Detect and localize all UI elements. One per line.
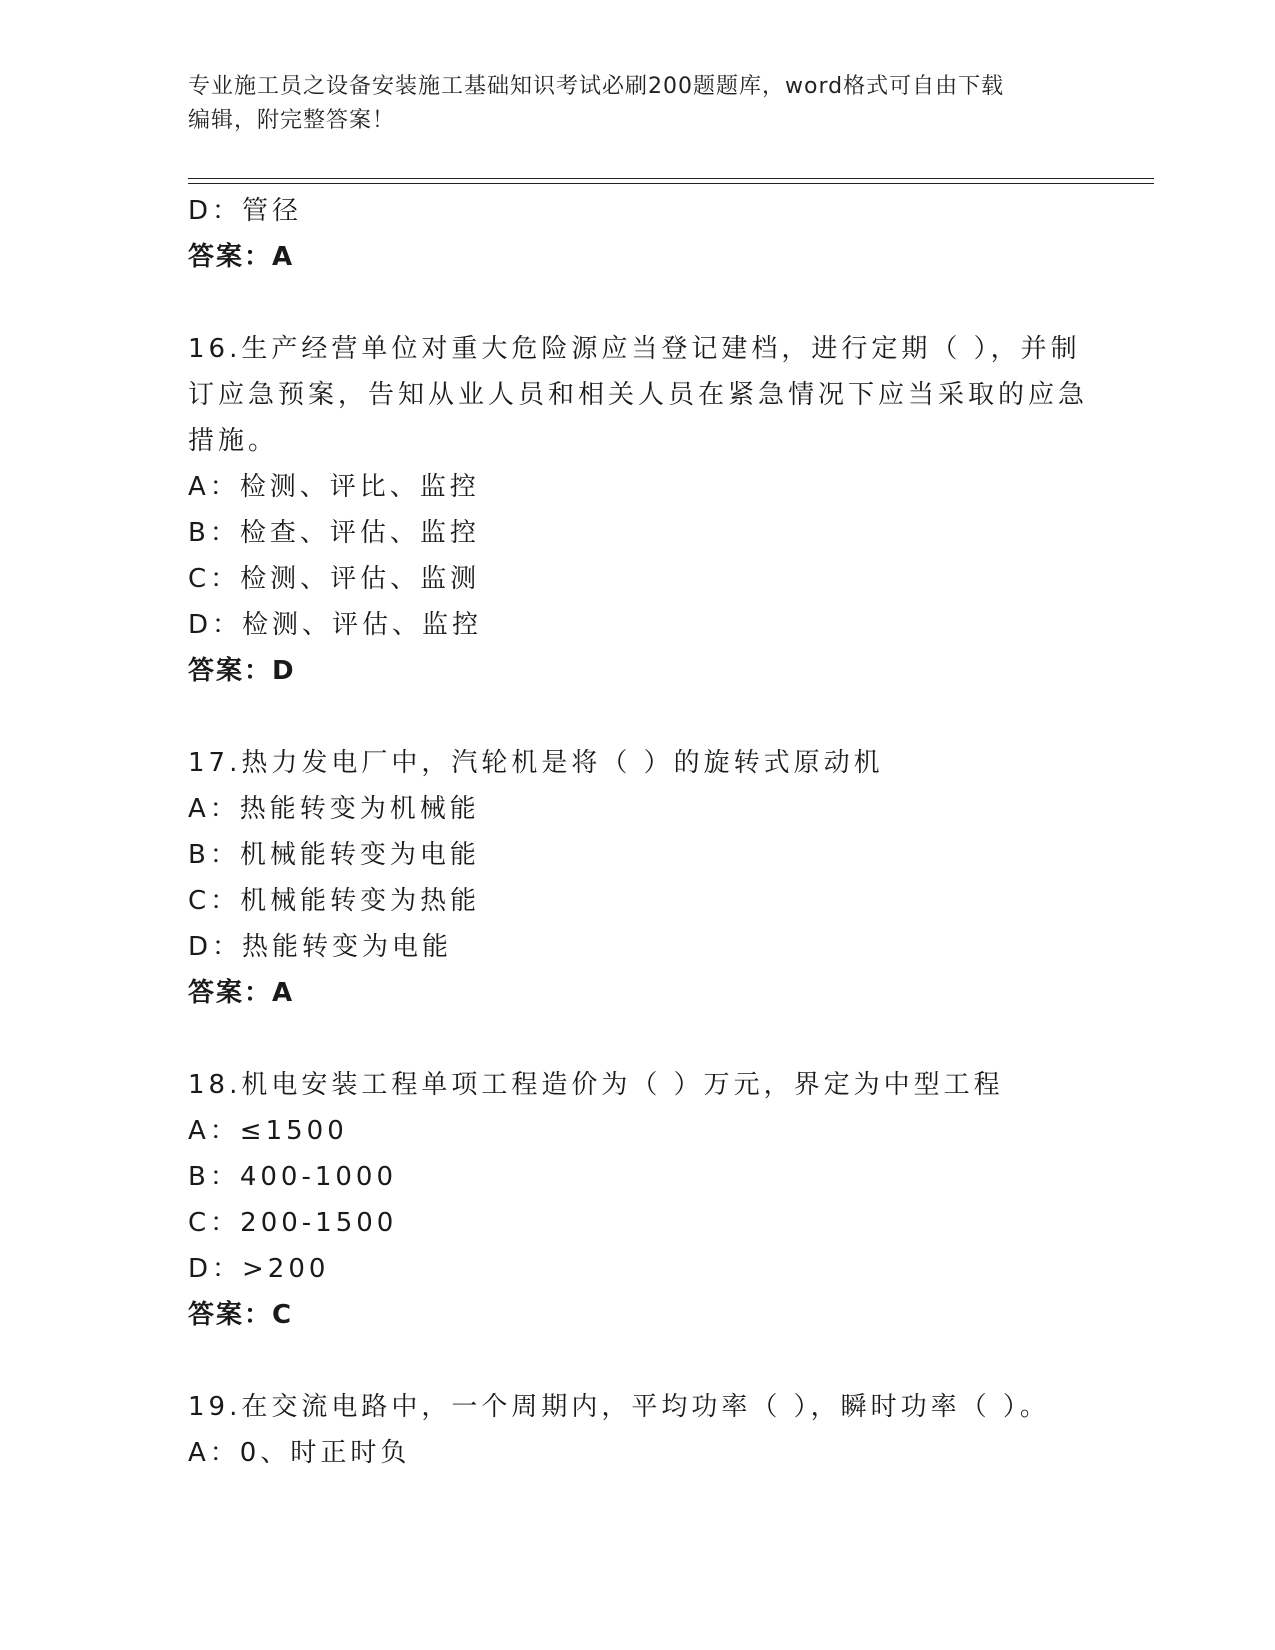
spacer — [188, 1016, 1088, 1062]
header-divider-top — [188, 178, 1154, 179]
header-title-line-2: 编辑，附完整答案！ — [188, 108, 396, 133]
spacer — [188, 694, 1088, 740]
prev-option-d: D：管径 — [188, 196, 303, 226]
option-a: A：热能转变为机械能 — [188, 794, 480, 824]
option-b: B：检查、评估、监控 — [188, 518, 480, 548]
spacer — [188, 1338, 1088, 1384]
option-a: A：0、时正时负 — [188, 1438, 411, 1468]
prev-answer: 答案：A — [188, 242, 295, 272]
option-c: C：200-1500 — [188, 1208, 398, 1238]
question-stem: 16.生产经营单位对重大危险源应当登记建档，进行定期（ ），并制 — [188, 334, 1081, 364]
header-title-line-1: 专业施工员之设备安装施工基础知识考试必刷200题题库，word格式可自由下载 — [188, 74, 1005, 99]
option-b: B：机械能转变为电能 — [188, 840, 480, 870]
option-b: B：400-1000 — [188, 1162, 398, 1192]
option-c: C：机械能转变为热能 — [188, 886, 481, 916]
question-18 — [188, 1062, 1088, 1338]
header-divider-bottom — [188, 183, 1154, 184]
answer: 答案：A — [188, 978, 295, 1008]
answer: 答案：C — [188, 1300, 294, 1330]
spacer — [188, 280, 1088, 326]
option-d: D：热能转变为电能 — [188, 932, 453, 962]
question-stem: 17.热力发电厂中，汽轮机是将（ ）的旋转式原动机 — [188, 748, 884, 778]
document-header — [188, 70, 1088, 138]
question-16 — [188, 326, 1088, 694]
option-c: C：检测、评估、监测 — [188, 564, 481, 594]
option-d: D：>200 — [188, 1254, 330, 1284]
question-17 — [188, 740, 1088, 1016]
option-a: A：检测、评比、监控 — [188, 472, 480, 502]
question-stem: 订应急预案，告知从业人员和相关人员在紧急情况下应当采取的应急 — [188, 380, 1089, 410]
answer: 答案：D — [188, 656, 296, 686]
question-stem: 19.在交流电路中，一个周期内，平均功率（ ），瞬时功率（ ）。 — [188, 1392, 1050, 1422]
option-d: D：检测、评估、监控 — [188, 610, 483, 640]
option-a: A：≤1500 — [188, 1116, 348, 1146]
question-list — [188, 188, 1088, 1476]
question-stem: 18.机电安装工程单项工程造价为（ ）万元，界定为中型工程 — [188, 1070, 1004, 1100]
question-19 — [188, 1384, 1088, 1476]
question-stem: 措施。 — [188, 426, 279, 456]
